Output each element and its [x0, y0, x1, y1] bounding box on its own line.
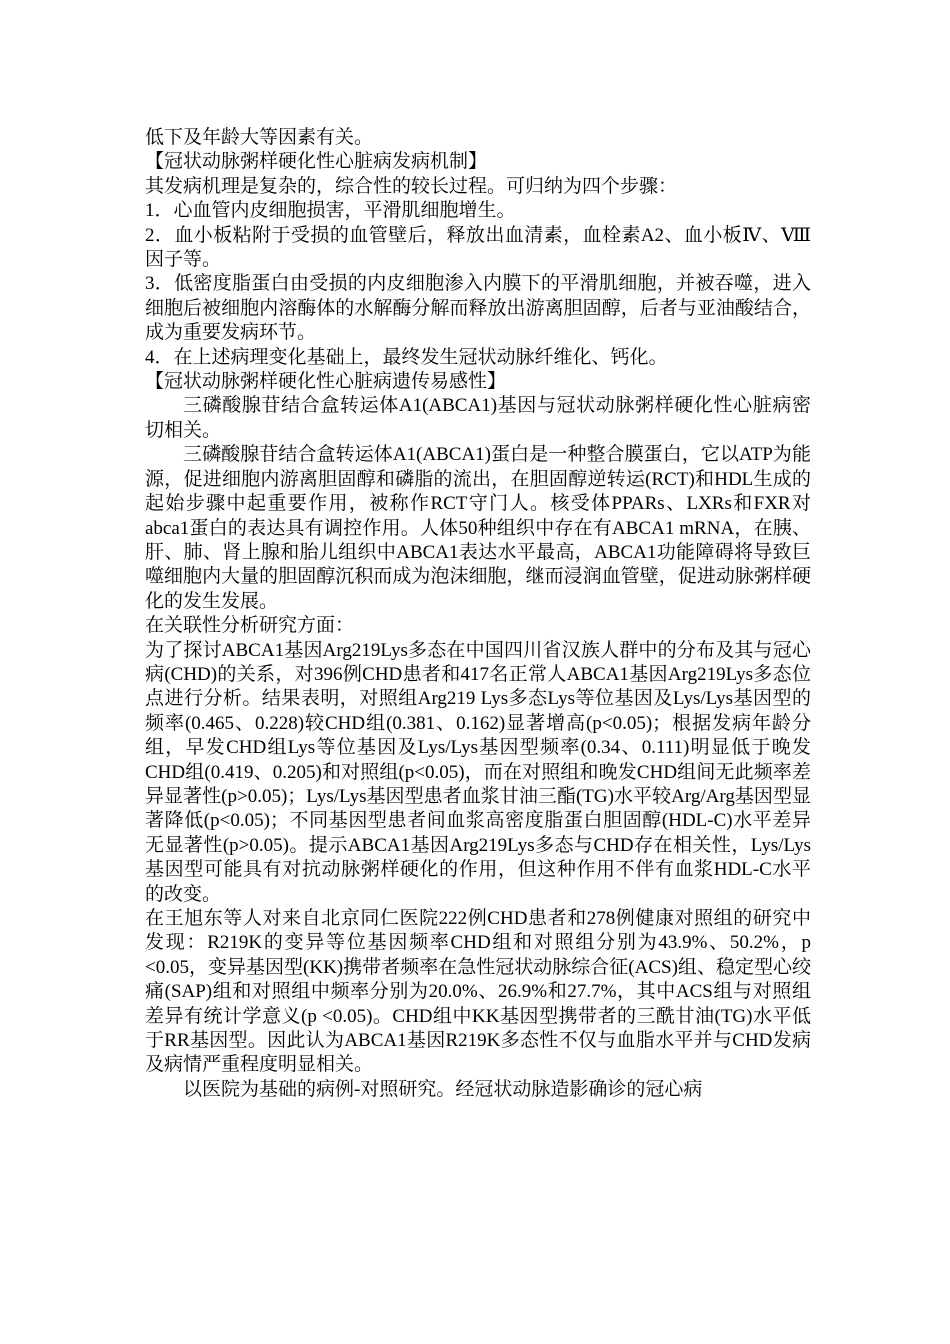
paragraph-mechanism-intro: 其发病机理是复杂的，综合性的较长过程。可归纳为四个步骤： [145, 175, 678, 197]
list-item-step-1: 1．心血管内皮细胞损害，平滑肌细胞增生。 [145, 200, 516, 222]
section-heading-mechanism: 【冠状动脉粥样硬化性心脏病发病机制】 [145, 151, 488, 173]
document-page [145, 126, 811, 1102]
paragraph-beijing-study: 在王旭东等人对来自北京同仁医院222例CHD患者和278例健康对照组的研究中发现：R219K的变异等位基因频率CHD组和对照组分别为43.9%、50.2%，p <0.05，变异基因型(KK)携带者频率在急性冠状动脉综合征(ACS)组、稳定型心绞痛(SAP)组和对照组中频率分别为20.0%、26.9%和27.7%，其中ACS组与对照组差异有统计学意义(p <0.05)。CHD组中KK基因型携带者的三酰甘油(TG)水平低于RR基因型。因此认为ABCA1基因R219K多态性不仅与血脂水平并与CHD发病及病情严重程度明显相关。 [145, 908, 811, 1076]
paragraph-association-intro: 在关联性分析研究方面： [145, 615, 355, 637]
list-item-step-3: 3．低密度脂蛋白由受损的内皮细胞渗入内膜下的平滑肌细胞，并被吞噬，进入细胞后被细胞内溶酶体的水解酶分解而释放出游离胆固醇，后者与亚油酸结合，成为重要发病环节。 [145, 273, 811, 344]
paragraph-intro-tail: 低下及年龄大等因素有关。 [145, 127, 374, 148]
paragraph-sichuan-study: 为了探讨ABCA1基因Arg219Lys多态在中国四川省汉族人群中的分布及其与冠心病(CHD)的关系，对396例CHD患者和417名正常人ABCA1基因Arg219Lys多态位点进行分析。结果表明，对照组Arg219 Lys多态Lys等位基因及Lys/Lys基因型的频率(0.465、0.228)较CHD组(0.381、0.162)显著增高(p<0.05)；根据发病年龄分组，早发CHD组Lys等位基因及Lys/Lys基因型频率(0.34、0.111)明显低于晚发CHD组(0.419、0.205)和对照组(p<0.05)，而在对照组和晚发CHD组间无此频率差异显著性(p>0.05)；Lys/Lys基因型患者血浆甘油三酯(TG)水平较Arg/Arg基因型显著降低(p<0.05)；不同基因型患者间血浆高密度脂蛋白胆固醇(HDL-C)水平差异无显著性(p>0.05)。提示ABCA1基因Arg219Lys多态与CHD存在相关性，Lys/Lys基因型可能具有对抗动脉粥样硬化的作用，但这种作用不伴有血浆HDL-C水平的改变。 [145, 639, 811, 905]
paragraph-abca1-gene: 三磷酸腺苷结合盒转运体A1(ABCA1)基因与冠状动脉粥样硬化性心脏病密切相关。 [145, 395, 811, 441]
paragraph-case-control: 以医院为基础的病例-对照研究。经冠状动脉造影确诊的冠心病 [183, 1078, 703, 1100]
section-heading-genetics: 【冠状动脉粥样硬化性心脏病遗传易感性】 [145, 371, 507, 393]
list-item-step-4: 4．在上述病理变化基础上，最终发生冠状动脉纤维化、钙化。 [145, 346, 668, 368]
list-item-step-2: 2．血小板粘附于受损的血管壁后，释放出血清素，血栓素A2、血小板Ⅳ、Ⅷ因子等。 [145, 224, 811, 271]
paragraph-abca1-protein: 三磷酸腺苷结合盒转运体A1(ABCA1)蛋白是一种整合膜蛋白，它以ATP为能源，促进细胞内游离胆固醇和磷脂的流出，在胆固醇逆转运(RCT)和HDL生成的起始步骤中起重要作用，被称作RCT守门人。核受体PPARs、LXRs和FXR对abca1蛋白的表达具有调控作用。人体50种组织中存在有ABCA1 mRNA，在胰、肝、肺、肾上腺和胎儿组织中ABCA1表达水平最高，ABCA1功能障碍将导致巨噬细胞内大量的胆固醇沉积而成为泡沫细胞，继而浸润血管壁，促进动脉粥样硬化的发生发展。 [145, 444, 811, 612]
